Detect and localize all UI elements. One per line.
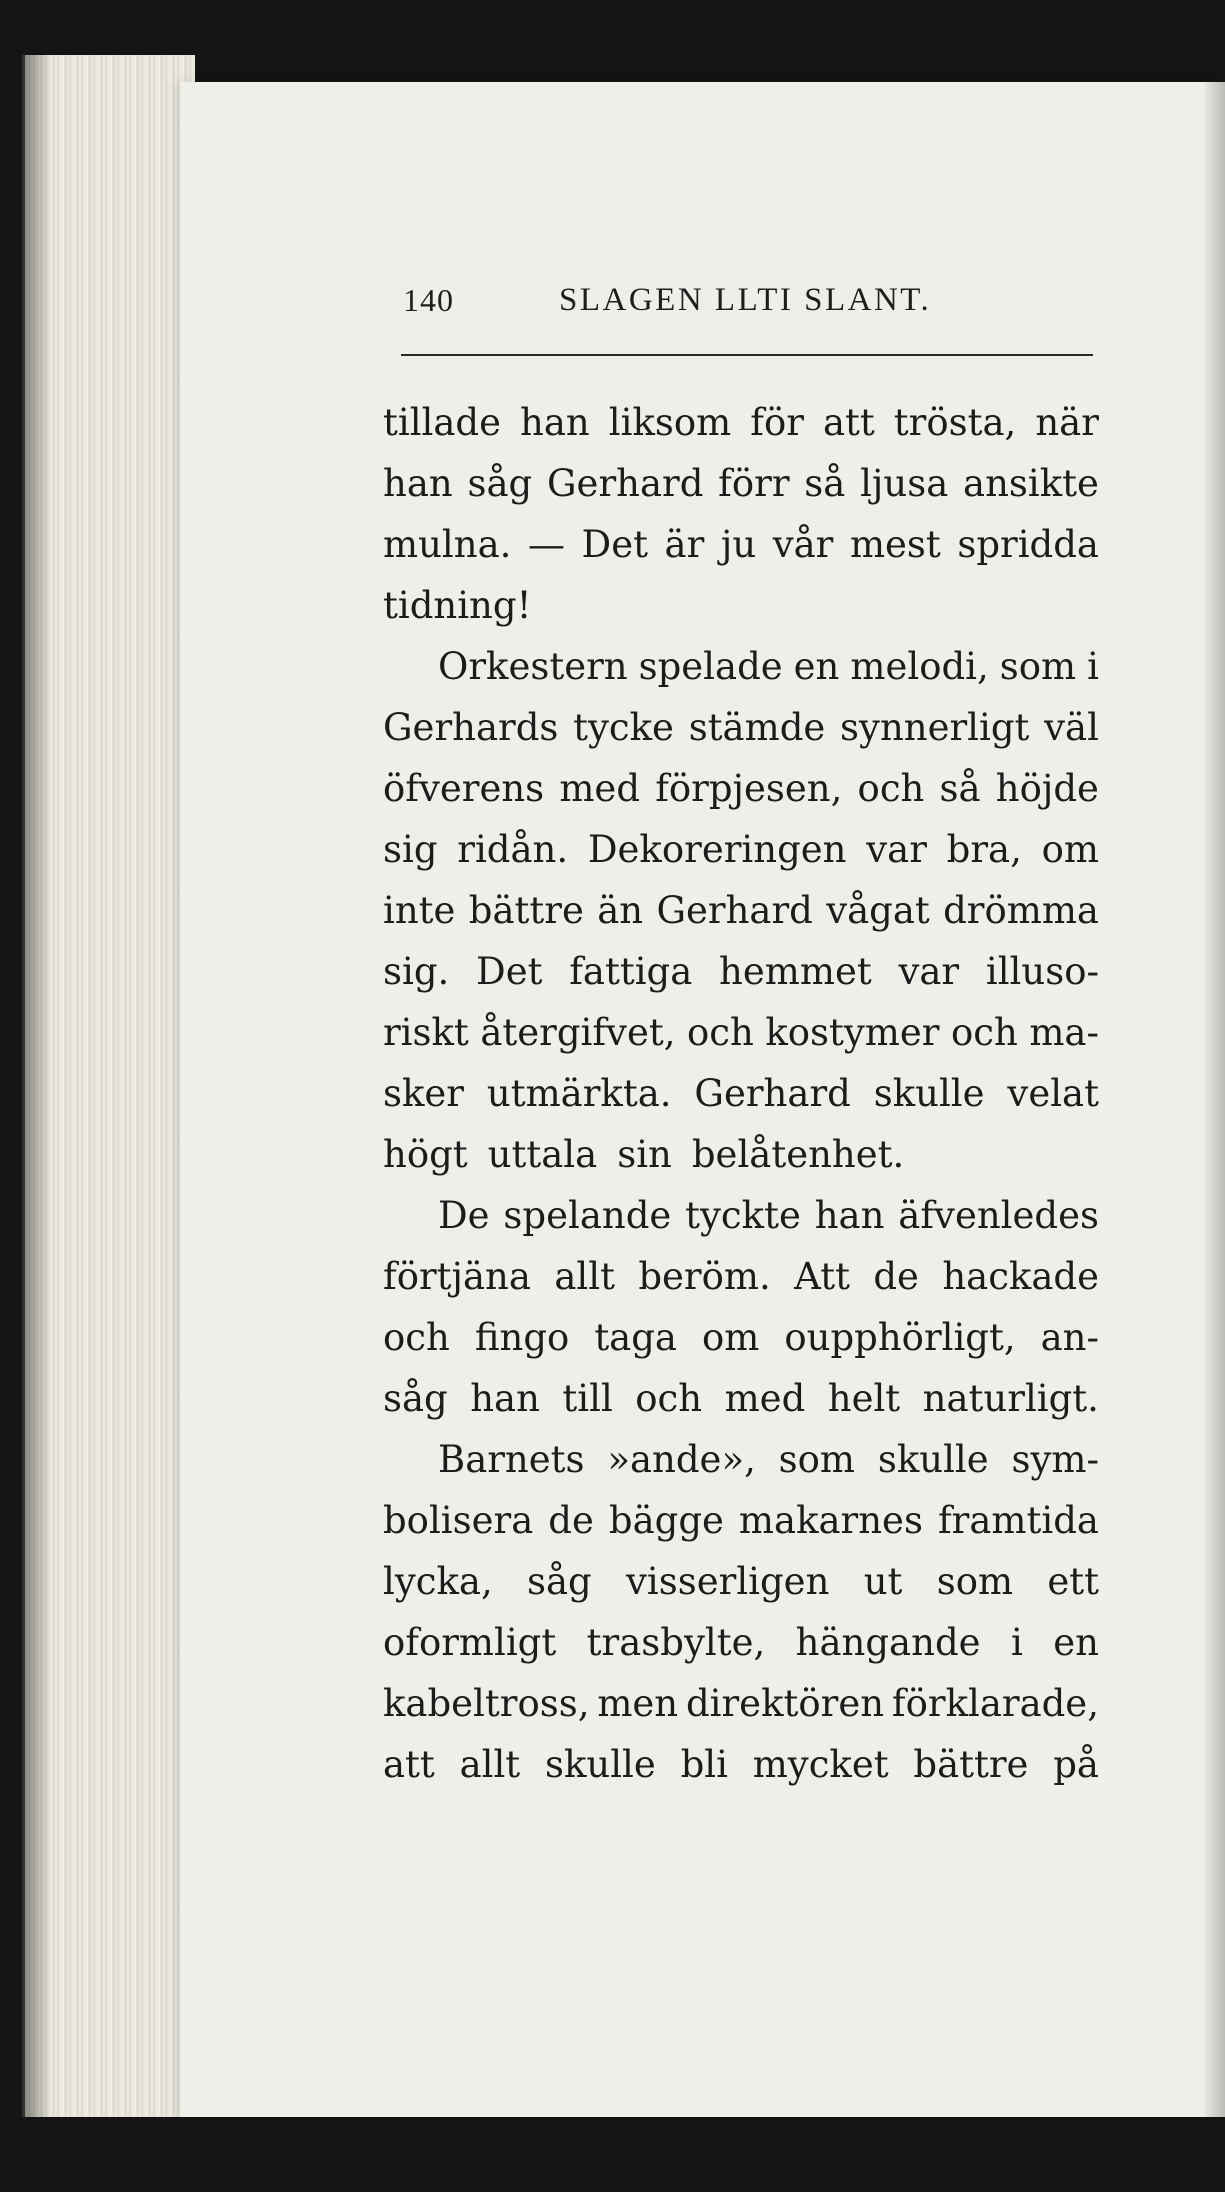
word: som xyxy=(778,1438,856,1481)
text-line xyxy=(383,1551,1099,1612)
word: ljusa xyxy=(860,462,949,505)
word: bägge xyxy=(608,1499,724,1542)
word: om xyxy=(701,1316,760,1359)
text-line xyxy=(383,1063,1099,1124)
word: i xyxy=(1010,1621,1023,1664)
word: förr xyxy=(718,462,790,505)
word: var xyxy=(866,828,927,871)
page-number: 140 xyxy=(403,282,454,318)
word: skulle xyxy=(877,1438,989,1481)
binding-shadow xyxy=(22,55,52,2117)
running-title: SLAGEN LLTI SLANT. xyxy=(559,282,932,318)
word: Gerhard xyxy=(694,1072,851,1115)
word: riskt xyxy=(383,1011,469,1054)
word: uttala xyxy=(487,1133,598,1176)
word: att xyxy=(383,1743,435,1786)
text-line xyxy=(383,1246,1099,1307)
text-line xyxy=(383,1673,1099,1734)
word: oupphörligt, xyxy=(784,1316,1016,1359)
word: tyckte xyxy=(685,1194,801,1237)
word: såg xyxy=(467,462,533,505)
word: mycket xyxy=(752,1743,889,1786)
word: beröm. xyxy=(638,1255,771,1298)
word: de xyxy=(873,1255,919,1298)
word: och xyxy=(635,1377,703,1420)
word: bättre xyxy=(468,889,584,932)
word: han xyxy=(383,462,453,505)
word: visserligen xyxy=(626,1560,830,1603)
running-head xyxy=(403,278,1093,328)
word: ett xyxy=(1047,1560,1099,1603)
word: framtida xyxy=(937,1499,1099,1542)
word: han xyxy=(520,401,590,444)
word: en xyxy=(1053,1621,1099,1664)
text-line xyxy=(383,1307,1099,1368)
word: mulna. xyxy=(383,523,512,566)
word: förpjesen, xyxy=(655,767,843,810)
word: äfvenledes xyxy=(898,1194,1099,1237)
text-line xyxy=(383,758,1099,819)
word: sym- xyxy=(1011,1438,1099,1481)
word: tillade xyxy=(383,401,502,444)
word: tycke xyxy=(573,706,674,749)
word: spridda xyxy=(957,523,1099,566)
word: hängande xyxy=(795,1621,981,1664)
word: ju xyxy=(720,523,757,566)
word: drömma xyxy=(943,889,1099,932)
word: var xyxy=(898,950,960,993)
body-text xyxy=(383,392,1099,1795)
word: förtjäna xyxy=(383,1255,531,1298)
word: an- xyxy=(1040,1316,1099,1359)
word: och xyxy=(383,1316,450,1359)
word: allt xyxy=(459,1743,521,1786)
word: ridån. xyxy=(457,828,569,871)
word: Gerhards xyxy=(383,706,559,749)
word: fingo xyxy=(474,1316,570,1359)
word: på xyxy=(1053,1743,1099,1786)
word: och xyxy=(857,767,925,810)
word: skulle xyxy=(873,1072,985,1115)
word: oformligt xyxy=(383,1621,557,1664)
word: illuso- xyxy=(985,950,1099,993)
word: belåtenhet. xyxy=(691,1133,905,1176)
word: högt xyxy=(383,1133,468,1176)
word: till xyxy=(562,1377,613,1420)
word: melodi, xyxy=(850,645,989,688)
word: vår xyxy=(772,523,834,566)
word: De xyxy=(438,1194,490,1237)
word: är xyxy=(664,523,705,566)
text-line xyxy=(383,636,1099,697)
word: hackade xyxy=(942,1255,1099,1298)
word: velat xyxy=(1007,1072,1099,1115)
word: Gerhard xyxy=(546,462,704,505)
word: han xyxy=(470,1377,540,1420)
word: skulle xyxy=(544,1743,656,1786)
word: såg xyxy=(527,1560,592,1603)
right-page-edge xyxy=(1205,82,1225,2117)
word: såg xyxy=(383,1377,448,1420)
text-line xyxy=(383,1612,1099,1673)
word: än xyxy=(597,889,644,932)
word: Att xyxy=(794,1255,850,1298)
word: allt xyxy=(554,1255,615,1298)
word: inte xyxy=(383,889,456,932)
word: ma- xyxy=(1029,1011,1099,1054)
word: ut xyxy=(863,1560,903,1603)
word: hemmet xyxy=(719,950,872,993)
text-line xyxy=(383,1002,1099,1063)
word: naturligt. xyxy=(922,1377,1099,1420)
word: stämde xyxy=(688,706,826,749)
word: direktören xyxy=(685,1682,885,1725)
word: spelande xyxy=(503,1194,672,1237)
word: Orkestern xyxy=(438,645,628,688)
word: förklarade, xyxy=(891,1682,1099,1725)
header-rule xyxy=(401,354,1093,356)
word: en xyxy=(793,645,840,688)
word: väl xyxy=(1044,706,1099,749)
text-line xyxy=(383,1734,1099,1795)
word: »ande», xyxy=(607,1438,756,1481)
word: återgifvet, xyxy=(480,1011,676,1054)
word: fattiga xyxy=(569,950,693,993)
word: så xyxy=(804,462,846,505)
word: helt xyxy=(827,1377,901,1420)
word: de xyxy=(548,1499,594,1542)
word: som xyxy=(999,645,1077,688)
word: kabeltross, xyxy=(383,1682,590,1725)
text-line xyxy=(383,697,1099,758)
word: bra, xyxy=(946,828,1022,871)
word: lycka, xyxy=(383,1560,493,1603)
word: synnerligt xyxy=(840,706,1030,749)
word: Det xyxy=(476,950,543,993)
word: bättre xyxy=(913,1743,1029,1786)
word: men xyxy=(597,1682,679,1725)
word: så xyxy=(939,767,981,810)
text-line xyxy=(383,1490,1099,1551)
word: trösta, xyxy=(893,401,1017,444)
word: — xyxy=(527,523,565,566)
word: för xyxy=(750,401,804,444)
text-line xyxy=(383,1185,1099,1246)
text-line xyxy=(383,1368,1099,1429)
word: taga xyxy=(594,1316,677,1359)
word: utmärkta. xyxy=(486,1072,672,1115)
word: kostymer xyxy=(765,1011,940,1054)
word: med xyxy=(559,767,641,810)
word: sker xyxy=(383,1072,464,1115)
text-line xyxy=(383,1429,1099,1490)
word: när xyxy=(1035,401,1099,444)
text-line xyxy=(383,575,1099,636)
word: om xyxy=(1041,828,1099,871)
word: och xyxy=(950,1011,1018,1054)
word: ansikte xyxy=(963,462,1099,505)
word: Det xyxy=(581,523,648,566)
word: mest xyxy=(849,523,941,566)
word: Dekoreringen xyxy=(587,828,847,871)
text-line xyxy=(383,514,1099,575)
word: sig. xyxy=(383,950,450,993)
word: vågat xyxy=(826,889,930,932)
word: höjde xyxy=(995,767,1099,810)
word: han xyxy=(814,1194,885,1237)
word: Gerhard xyxy=(656,889,813,932)
word: och xyxy=(687,1011,754,1054)
word: sin xyxy=(617,1133,672,1176)
text-line xyxy=(383,941,1099,1002)
text-line xyxy=(383,392,1099,453)
text-line xyxy=(383,819,1099,880)
word: trasbylte, xyxy=(586,1621,766,1664)
word: med xyxy=(724,1377,806,1420)
word: tidning! xyxy=(383,584,532,627)
word: bolisera xyxy=(383,1499,534,1542)
word: makarnes xyxy=(738,1499,923,1542)
text-line xyxy=(383,880,1099,941)
word: bli xyxy=(680,1743,728,1786)
word: i xyxy=(1087,645,1099,688)
word: att xyxy=(822,401,875,444)
word: som xyxy=(936,1560,1014,1603)
word: Barnets xyxy=(438,1438,585,1481)
word: spelade xyxy=(638,645,783,688)
word: öfverens xyxy=(383,767,545,810)
word: liksom xyxy=(608,401,732,444)
text-line xyxy=(383,453,1099,514)
text-line xyxy=(383,1124,1099,1185)
word: sig xyxy=(383,828,438,871)
